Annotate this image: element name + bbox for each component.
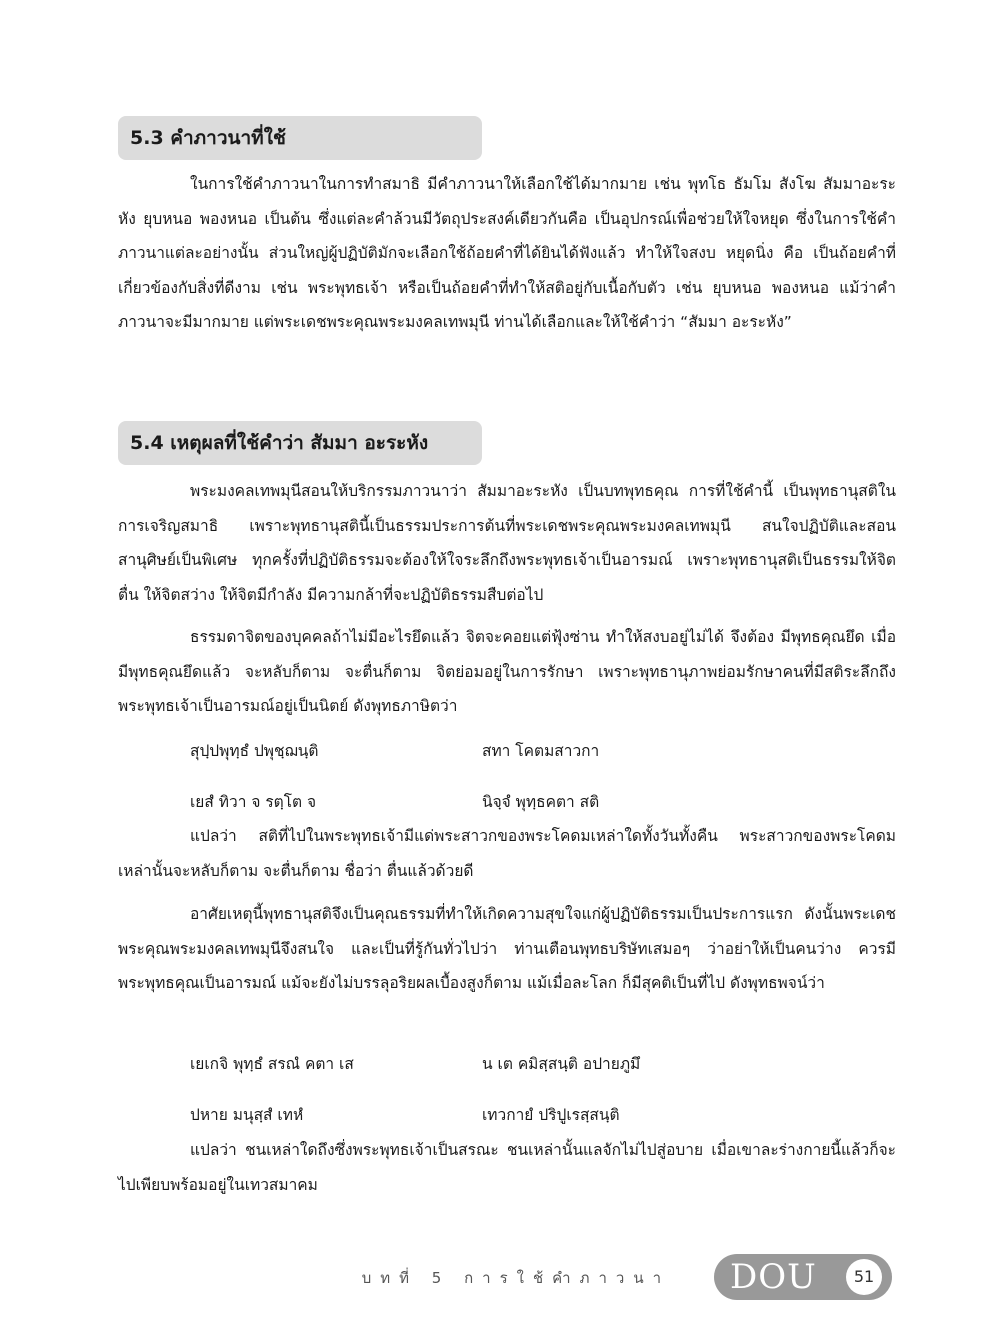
page-footer (0, 1254, 1000, 1304)
page-number: 51 (846, 1259, 882, 1295)
section-heading-5-4: 5.4 เหตุผลที่ใช้คำว่า สัมมา อะระหัง (118, 421, 482, 465)
verse-left: สุปฺปพุทฺธํ ปพุชฺฌนฺติ (190, 742, 319, 760)
paragraph-happiness: อาศัยเหตุนี้พุทธานุสติจึงเป็นคุณธรรมที่ทำให้เกิดความสุขใจแก่ผู้ปฏิบัติธรรมเป็นประการแรก ดังนั้นพระเดชพระคุณพระมงคลเทพมุนีจึงสนใจ และเป็นที่รู้กันทั่วไปว่า ท่านเตือนพุทธบริษัทเสมอๆ ว่าอย่าให้เป็นคนว่าง ควรมีพระพุทธคุณเป็นอารมณ์ แม้จะยังไม่บรรลุอริยผลเบื้องสูงก็ตาม แม้เมื่อละโลก ก็มีสุคติเป็นที่ไป ดังพุทธพจน์ว่า (118, 905, 896, 992)
paragraph-buddhanussati: พระมงคลเทพมุนีสอนให้บริกรรมภาวนาว่า สัมมาอะระหัง เป็นบทพุทธคุณ การที่ใช้คำนี้ เป็นพุทธานุสติในการเจริญสมาธิ เพราะพุทธานุสตินี้เป็นธรรมประการต้นที่พระเดชพระคุณพระมงคลเทพมุนี สนใจปฏิบัติและสอนสานุศิษย์เป็นพิเศษ ทุกครั้งที่ปฏิบัติธรรมจะต้องให้ใจระลึกถึงพระพุทธเจ้าเป็นอารมณ์ เพราะพุทธานุสติเป็นธรรมให้จิตตื่น ให้จิตสว่าง ให้จิตมีกำลัง มีความกล้าที่จะปฏิบัติธรรมสืบต่อไป (118, 482, 896, 604)
dou-badge (714, 1254, 892, 1300)
verse-line (190, 734, 890, 785)
verse-left: ปหาย มนุสฺสํ เทหํ (190, 1106, 304, 1124)
dou-logo: DOU (730, 1257, 817, 1297)
paragraph-translation-2: แปลว่า ชนเหล่าใดถึงซึ่งพระพุทธเจ้าเป็นสรณะ ชนเหล่านั้นแลจักไม่ไปสู่อบาย เมื่อเขาละร่างกายนี้แล้วก็จะไปเพียบพร้อมอยู่ในเทวสมาคม (118, 1141, 896, 1194)
paragraph-mind-anchor: ธรรมดาจิตของบุคคลถ้าไม่มีอะไรยึดแล้ว จิตจะคอยแต่ฟุ้งซ่าน ทำให้สงบอยู่ไม่ได้ จึงต้อง มีพุทธคุณยึด เมื่อมีพุทธคุณยึดแล้ว จะหลับก็ตาม จะตื่นก็ตาม จิตย่อมอยู่ในการรักษา เพราะพุทธานุภาพย่อมรักษาคนที่มีสติระลึกถึงพระพุทธเจ้าเป็นอารมณ์อยู่เป็นนิตย์ ดังพุทธภาษิตว่า (118, 628, 896, 715)
verse-right: เทวกายํ ปริปูเรสฺสนฺติ (482, 1106, 620, 1124)
verse-right: สทา โคตมสาวกา (482, 742, 600, 760)
verse-right: นิจฺจํ พุทฺธคตา สติ (482, 793, 600, 811)
paragraph-translation-1: แปลว่า สติที่ไปในพระพุทธเจ้ามีแด่พระสาวกของพระโคดมเหล่าใดทั้งวันทั้งคืน พระสาวกของพระโคดมเหล่านั้นจะหลับก็ตาม จะตื่นก็ตาม ชื่อว่า ตื่นแล้วด้วยดี (118, 827, 896, 880)
section-heading-5-3: 5.3 คำภาวนาที่ใช้ (118, 116, 482, 160)
paragraph-meditation-words: ในการใช้คำภาวนาในการทำสมาธิ มีคำภาวนาให้เลือกใช้ได้มากมาย เช่น พุทโธ ธัมโม สังโฆ สัมมาอะระหัง ยุบหนอ พองหนอ เป็นต้น ซึ่งแต่ละคำล้วนมีวัตถุประสงค์เดียวกันคือ เป็นอุปกรณ์เพื่อช่วยให้ใจหยุด ซึ่งในการใช้คำภาวนาแต่ละอย่างนั้น ส่วนใหญ่ผู้ปฏิบัติมักจะเลือกใช้ถ้อยคำที่ได้ยินได้ฟังแล้ว ทำให้ใจสงบ หยุดนิ่ง คือ เป็นถ้อยคำที่เกี่ยวข้องกับสิ่งที่ดีงาม เช่น พระพุทธเจ้า หรือเป็นถ้อยคำที่ทำให้สติอยู่กับเนื้อกับตัว เช่น ยุบหนอ พองหนอ แม้ว่าคำภาวนาจะมีมากมาย แต่พระเดชพระคุณพระมงคลเทพมุนี ท่านได้เลือกและให้ใช้คำว่า “สัมมา อะระหัง” (118, 175, 896, 331)
verse-right: น เต คมิสฺสนฺติ อปายภูมึ (482, 1055, 641, 1073)
chapter-title: บทที่ 5 การใช้คำภาวนา (361, 1269, 670, 1287)
verse-left: เยเกจิ พุทฺธํ สรณํ คตา เส (190, 1055, 354, 1073)
verse-left: เยสํ ทิวา จ รตฺโต จ (190, 793, 317, 811)
verse-line (190, 1047, 890, 1098)
